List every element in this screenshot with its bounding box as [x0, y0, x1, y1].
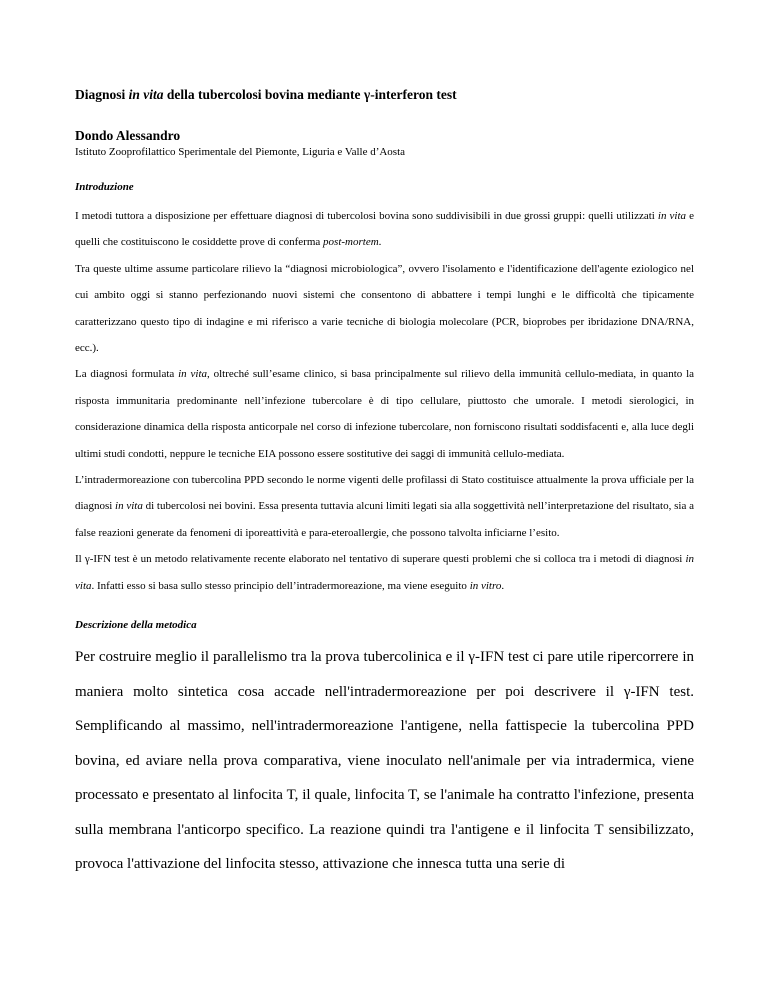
document-title: [75, 86, 715, 104]
paragraph: I metodi tuttora a disposizione per effettuare diagnosi di tubercolosi bovina sono suddivisibili in due grossi gruppi: quelli utilizzati in vita e quelli che costituiscono le cosiddette prove di conferma post-mortem.: [75, 210, 694, 249]
paragraph: Tra queste ultime assume particolare rilievo la “diagnosi microbiologica”, ovvero l'isolamento e l'identificazione dell'agente eziologico nel cui ambito oggi si stanno perfezionando nuovi sistemi che consentono di abbattere i tempi lunghi e le difficoltà che tipicamente caratterizzano questo tipo di indagine e mi riferisco a varie tecniche di biologia molecolare (PCR, bioprobes per ibridazione DNA/RNA, ecc.).: [75, 262, 694, 355]
paragraph: L’intradermoreazione con tubercolina PPD secondo le norme vigenti delle profilassi di Stato costituisce attualmente la prova ufficiale per la diagnosi in vita di tubercolosi nei bovini. Essa presenta tuttavia alcuni limiti legati sia alla soggettività nell’interpretazione del risultato, sia a false reazioni generate da fenomeni di iporeattività e para-eteroallergie, che possono talvolta inficiarne l’esito.: [75, 474, 694, 539]
author-affiliation: Istituto Zooprofilattico Sperimentale del Piemonte, Liguria e Valle d’Aosta: [75, 146, 406, 158]
title-italic: in vita: [128, 87, 164, 102]
paragraph: La diagnosi formulata in vita, oltreché sull’esame clinico, si basa principalmente sul rilievo della immunità cellulo-mediata, in quanto la risposta immunitaria predominante nell’infezione tubercolare è di tipo cellulare, piuttosto che umorale. I metodi sierologici, in considerazione dinamica della risposta anticorpale nel corso di infezione tubercolare, non forniscono risultati soddisfacenti e, alla luce degli ultimi studi condotti, neppure le tecniche EIA possono essere sostitutive dei saggi di immunità cellulo-mediata.: [75, 368, 695, 460]
method-body: [75, 640, 694, 882]
title-text-end: della tubercolosi bovina mediante γ-interferon test: [163, 87, 457, 102]
paragraph: Il γ-IFN test è un metodo relativamente recente elaborato nel tentativo di superare questi problemi che si colloca tra i metodi di diagnosi in vita. Infatti esso si basa sullo stesso principio dell’intradermoreazione, ma viene eseguito in vitro.: [75, 553, 694, 592]
section-heading-descrizione: Descrizione della metodica: [75, 619, 197, 631]
author-name: Dondo Alessandro: [75, 128, 181, 143]
title-text: Diagnosi: [75, 87, 129, 102]
introduction-body: [75, 203, 694, 599]
section-heading-introduzione: Introduzione: [75, 181, 134, 193]
paragraph: Per costruire meglio il parallelismo tra la prova tubercolinica e il γ-IFN test ci pare utile ripercorrere in maniera molto sintetica cosa accade nell'intradermoreazione per poi descrivere il γ-IFN test. Semplificando al massimo, nell'intradermoreazione l'antigene, nella fattispecie la tubercolina PPD bovina, ed aviare nella prova comparativa, viene inoculato nell'animale per via intradermica, viene processato e presentato al linfocita T, il quale, linfocita T, se l'animale ha contratto l'infezione, presenta sulla membrana l'anticorpo specifico. La reazione quindi tra l'antigene e il linfocita T sensibilizzato, provoca l'attivazione del linfocita stesso, attivazione che innesca tutta una serie di: [75, 649, 694, 872]
